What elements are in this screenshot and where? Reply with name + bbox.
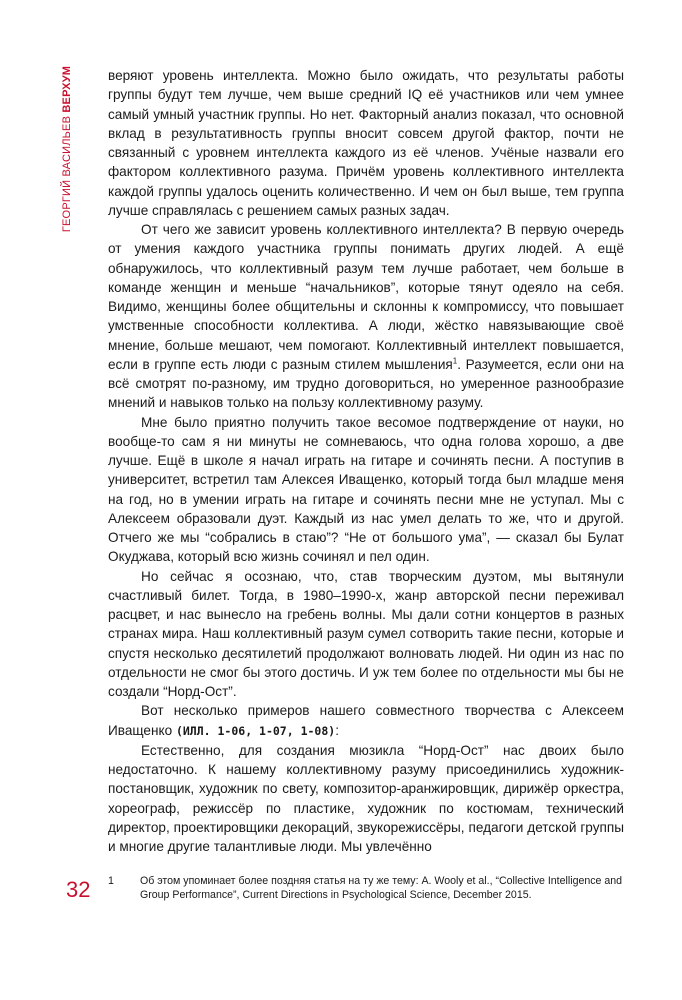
- paragraph: Но сейчас я осознаю, что, став творческим дуэтом, мы вытянули счастливый билет. Тогда, в 1980–1990-х, жанр авторской песни переживал расцвет, и нас вынесло на гребень волны. Мы дали сотни концертов в разных странах мира. Наш коллективный разум сумел сотворить такие песни, которые и спустя несколько десятилетий продолжают волновать людей. Ни один из нас по отдельности не смог бы этого достичь. И уж тем более по отдельности мы бы не создали “Норд-Ост”.: [108, 568, 624, 699]
- paragraph: веряют уровень интеллекта. Можно было ожидать, что результаты работы группы будут тем лучше, чем выше средний IQ её участников или чем умнее самый умный участник группы. Но нет. Факторный анализ показал, что основной вклад в результативность группы вносит совсем другой фактор, почти не связанный с уровнем интеллекта каждого из её членов. Учёные назвали его фактором коллективного разума. Причём уровень коллективного интеллекта каждой группы удалось оценить количественно. И чем он был выше, тем группа лучше справлялась с решением самых разных задач.: [108, 68, 624, 218]
- footnote-text: Об этом упоминает более поздняя статья на ту же тему: A. Wooly et al., “Collective Intelligence and Group Performance”, Current Directions in Psychological Science, December 2015.: [140, 875, 623, 901]
- running-head-chapter: ВЕРХУМ: [61, 65, 74, 113]
- paragraph-text: От чего же зависит уровень коллективного интеллекта? В первую очередь от умения каждого участника группы понимать других людей. А ещё обнаружилось, что коллективный разум тем лучше работает, чем больше в команде женщин и меньше “начальников”, которые тянут одеяло на себя. Видимо, женщины более общительны и склонны к компромиссу, что повышает умственные способности коллектива. А люди, жёстко навязывающие своё мнение, больше мешают, чем помогают. Коллективный интеллект повышается, если в группе есть люди с разным стилем мышления: [108, 222, 624, 372]
- paragraph: [108, 220, 624, 413]
- paragraph-text: Вот несколько примеров нашего совместного творчества с Алексеем Иващенко: [108, 703, 624, 738]
- page-number: 32: [66, 877, 91, 902]
- paragraph-text: :: [335, 722, 339, 738]
- paragraph: [108, 701, 624, 741]
- paragraph: Естественно, для создания мюзикла “Норд-Ост” нас двоих было недостаточно. К нашему коллективному разуму присоединились художник-постановщик, художник по свету, композитор-аранжировщик, дирижёр оркестра, хореограф, режиссёр по пластике, художник по костюмам, технический директор, проектировщики декораций, звукорежиссёры, педагоги детской группы и многие другие талантливые люди. Мы увлечённо: [108, 742, 624, 854]
- footnote-reference[interactable]: 1: [452, 356, 458, 366]
- footnote-number: 1: [108, 875, 114, 887]
- illustration-reference[interactable]: (ИЛЛ. 1-06, 1-07, 1-08): [175, 723, 336, 738]
- running-head-author: ГЕОРГИЙ ВАСИЛЬЕВ: [61, 115, 74, 233]
- running-head: [54, 54, 80, 244]
- paragraph: Мне было приятно получить такое весомое подтверждение от науки, но вообще-то сам я ни минуты не сомневаюсь, что одна голова хорошо, а две лучше. Ещё в школе я начал играть на гитаре и сочинять песни. А поступив в университет, встретил там Алексея Иващенко, который тогда был младше меня на год, но в умении играть на гитаре и сочинять песни мне не уступал. Мы с Алексеем образовали дуэт. Каждый из нас умел делать то же, что и другой. Отчего же мы “собрались в стаю”? “Не от большого ума”, — сказал бы Булат Окуджава, который всю жизнь сочинял и пел один.: [108, 414, 624, 565]
- footnote: [108, 875, 624, 902]
- body-text: [108, 66, 624, 856]
- paragraph-text: . Разумеется, если они на всё смотрят по-разному, им трудно договориться, но умеренное разнообразие мнений и навыков только на пользу коллективному разуму.: [108, 356, 624, 411]
